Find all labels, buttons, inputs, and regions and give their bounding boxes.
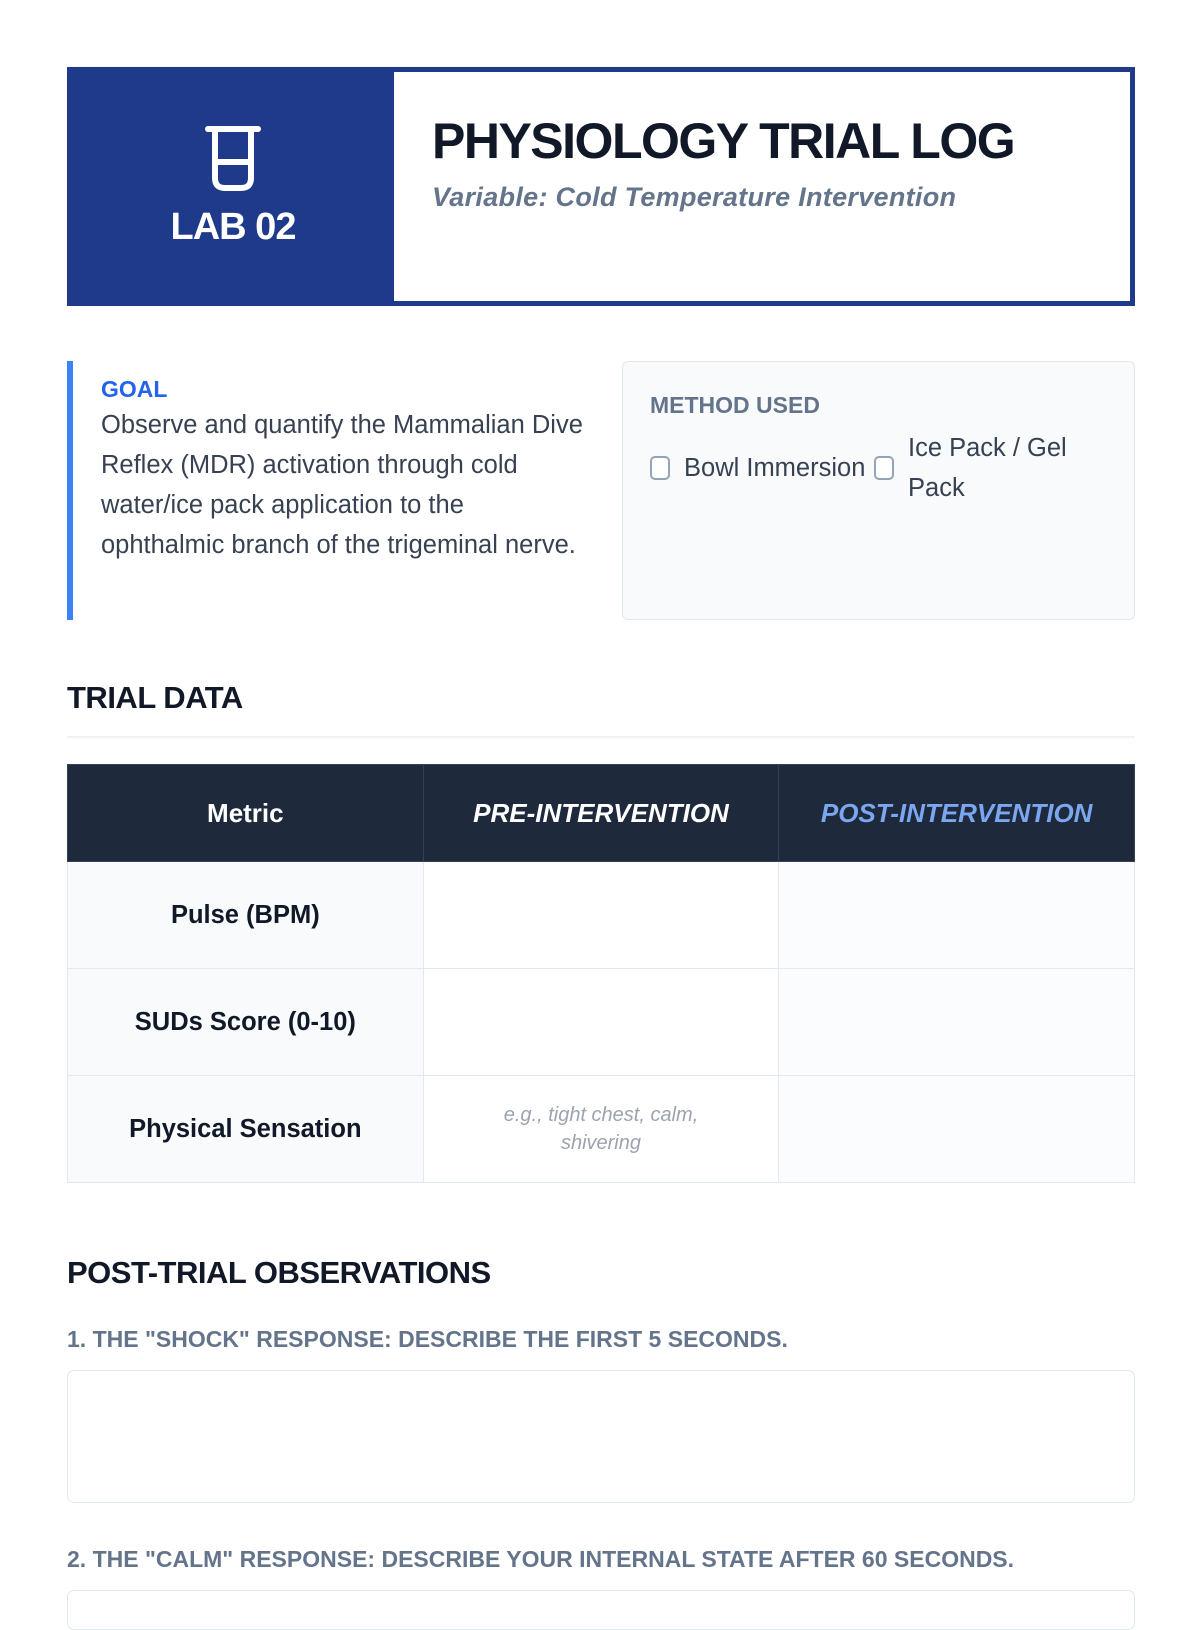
goal-panel [67, 361, 587, 620]
sensation-post-cell[interactable] [779, 1076, 1135, 1183]
method-option-label: Ice Pack / Gel Pack [908, 434, 1067, 502]
table-row [68, 969, 1135, 1076]
goal-text: Observe and quantify the Mammalian Dive Reflex (MDR) activation through cold water/ice pack application to the ophthalmic branch of the trigeminal nerve. [101, 411, 583, 559]
column-header-metric: Metric [68, 765, 424, 862]
method-panel [622, 361, 1135, 620]
shock-response-input[interactable] [67, 1370, 1135, 1503]
metric-cell: SUDs Score (0-10) [68, 969, 424, 1076]
bowl-immersion-checkbox[interactable] [650, 456, 670, 480]
lab-label: LAB 02 [170, 206, 296, 248]
observations-heading: POST-TRIAL OBSERVATIONS [67, 1255, 491, 1290]
calm-response-input[interactable] [67, 1590, 1135, 1630]
title-block [394, 72, 1130, 301]
table-row [68, 1076, 1135, 1183]
lab-badge [72, 72, 394, 301]
trial-data-heading: TRIAL DATA [67, 680, 243, 715]
table-header-row [68, 765, 1135, 862]
pulse-pre-cell[interactable] [423, 862, 779, 969]
ice-pack-checkbox[interactable] [874, 456, 894, 480]
question-shock: 1. THE "SHOCK" RESPONSE: DESCRIBE THE FIRST 5 SECONDS. [67, 1326, 788, 1352]
method-option-icepack[interactable] [874, 428, 1098, 508]
sensation-placeholder: e.g., tight chest, calm, shivering [503, 1104, 699, 1154]
page-title: PHYSIOLOGY TRIAL LOG [432, 113, 1015, 169]
goal-label: GOAL [101, 376, 168, 402]
divider [67, 736, 1135, 738]
pulse-post-cell[interactable] [779, 862, 1135, 969]
page-subtitle: Variable: Cold Temperature Intervention [432, 182, 957, 212]
beaker-icon [204, 124, 262, 192]
sensation-pre-cell[interactable] [423, 1076, 779, 1183]
metric-cell: Pulse (BPM) [68, 862, 424, 969]
column-header-post: POST-INTERVENTION [779, 765, 1135, 862]
suds-pre-cell[interactable] [423, 969, 779, 1076]
trial-data-table [67, 764, 1135, 1183]
metric-cell: Physical Sensation [68, 1076, 424, 1183]
suds-post-cell[interactable] [779, 969, 1135, 1076]
question-calm: 2. THE "CALM" RESPONSE: DESCRIBE YOUR INTERNAL STATE AFTER 60 SECONDS. [67, 1546, 1015, 1572]
column-header-pre: PRE-INTERVENTION [423, 765, 779, 862]
method-option-bowl[interactable] [650, 428, 874, 508]
method-options [650, 428, 1107, 508]
method-label: METHOD USED [650, 392, 820, 418]
table-row [68, 862, 1135, 969]
header [67, 67, 1135, 306]
method-option-label: Bowl Immersion [684, 454, 866, 482]
